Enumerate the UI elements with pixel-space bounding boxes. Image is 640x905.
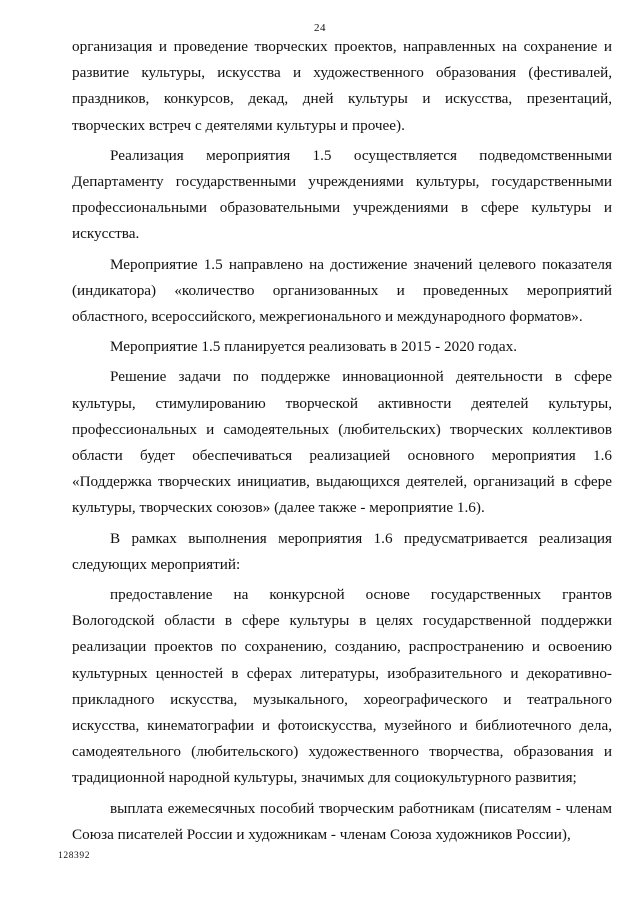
- paragraph-continuation: организация и проведение творческих проектов, направленных на сохранение и развитие культуры, искусства и художественного образования (фестивалей, праздников, конкурсов, декад, дней культуры и искусства, презентаций, творческих встреч с деятелями культуры и прочее).: [72, 38, 612, 134]
- paragraph-task-support: Решение задачи по поддержке инновационной деятельности в сфере культуры, стимулированию творческой активности деятелей культуры, профессиональных и самодеятельных (любительских) творческих коллективов области будет обеспечиваться реализацией основного мероприятия 1.6 «Поддержка творческих инициатив, выдающихся деятелей, организаций в сфере культуры, творческих союзов» (далее также - мероприятие 1.6).: [72, 368, 612, 517]
- document-code: 128392: [58, 851, 91, 861]
- paragraph-activities-intro: В рамках выполнения мероприятия 1.6 предусматривается реализация следующих мероприятий:: [72, 529, 612, 573]
- page-number: 24: [314, 22, 326, 34]
- paragraph-timeline: Мероприятие 1.5 планируется реализовать в 2015 - 2020 годах.: [110, 338, 518, 356]
- paragraph-allowances: выплата ежемесячных пособий творческим работникам (писателям - членам Союза писателей России и художникам - членам Союза художников России),: [72, 799, 612, 843]
- paragraph-grants: предоставление на конкурсной основе государственных грантов Вологодской области в сфере культуры в целях государственной поддержки реализации проектов по сохранению, созданию, распространению и освоению культурных ценностей в сферах литературы, изобразительного и декоративно-прикладного искусства, музыкального, хореографического и театрального искусства, кинематографии и фотоискусства, музейного и библиотечного дела, самодеятельного (любительского) художественного творчества, образования и традиционной народной культуры, значимых для социокультурного развития;: [72, 586, 612, 787]
- paragraph-implementation-1-5: Реализация мероприятия 1.5 осуществляется подведомственными Департаменту государственными учреждениями культуры, государственными профессиональными образовательными учреждениями в сфере культуры и искусства.: [72, 146, 612, 243]
- paragraph-target-indicator: Мероприятие 1.5 направлено на достижение значений целевого показателя (индикатора) «количество организованных и проведенных мероприятий областного, всероссийского, межрегионального и международного форматов».: [72, 255, 612, 326]
- body-text: [72, 34, 612, 852]
